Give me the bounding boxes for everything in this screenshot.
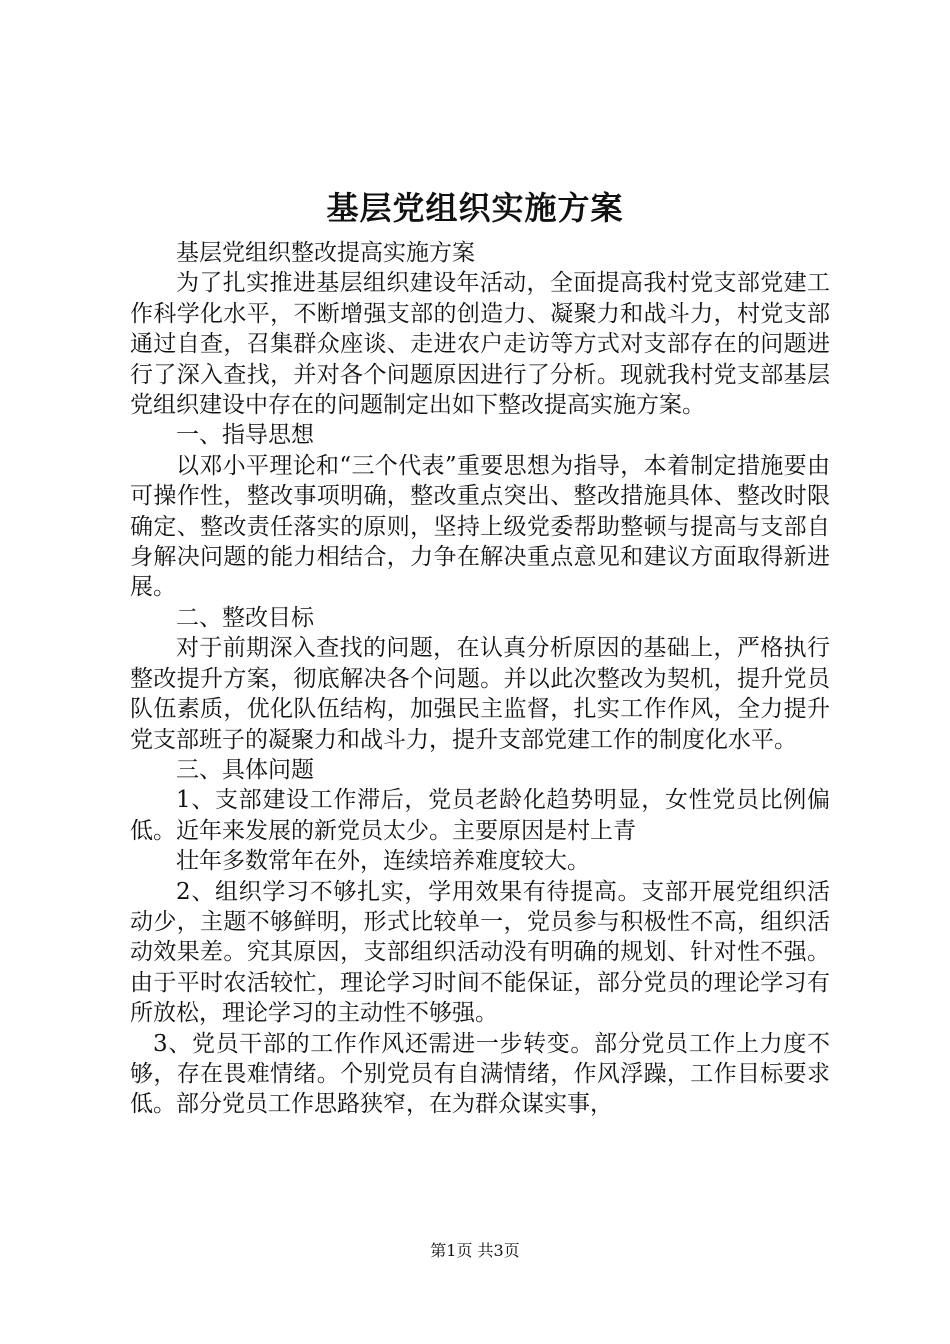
intro-paragraph: 为了扎实推进基层组织建设年活动，全面提高我村党支部党建工作科学化水平，不断增强支部的创造力、凝聚力和战斗力，村党支部通过自查，召集群众座谈、走进农户走访等方式对支部存在的问题进行了深入查找，并对各个问题原因进行了分析。现就我村党支部基层党组织建设中存在的问题制定出如下整改提高实施方案。 [130, 270, 830, 419]
section-heading-goals: 二、整改目标 [176, 604, 314, 631]
guiding-thought-paragraph: 以邓小平理论和“三个代表”重要思想为指导，本着制定措施要由可操作性，整改事项明确，整改重点突出、整改措施具体、整改时限确定、整改责任落实的原则，坚持上级党委帮助整顿与提高与支部自身解决问题的能力相结合，力争在解决重点意见和建议方面取得新进展。 [130, 452, 830, 601]
issue-1-paragraph: 1、支部建设工作滞后，党员老龄化趋势明显，女性党员比例偏低。近年来发展的新党员太少。主要原因是村上青 [130, 787, 830, 844]
issue-2-paragraph: 2、组织学习不够扎实，学用效果有待提高。支部开展党组织活动少，主题不够鲜明，形式比较单一，党员参与积极性不高，组织活动效果差。究其原因，支部组织活动没有明确的规划、针对性不强。由于平时农活较忙，理论学习时间不能保证，部分党员的理论学习有所放松，理论学习的主动性不够强。 [130, 878, 830, 1027]
section-heading-guiding-thought: 一、指导思想 [176, 422, 314, 449]
issue-1-continuation: 壮年多数常年在外，连续培养难度较大。 [176, 848, 590, 875]
document-body [130, 238, 830, 1120]
goals-paragraph: 对于前期深入查找的问题，在认真分析原因的基础上，严格执行整改提升方案，彻底解决各个问题。并以此次整改为契机，提升党员队伍素质，优化队伍结构，加强民主监督，扎实工作作风，全力提升党支部班子的凝聚力和战斗力，提升支部党建工作的制度化水平。 [130, 635, 830, 753]
page-number-footer: 第1页 共3页 [430, 1241, 520, 1260]
document-title: 基层党组织实施方案 [326, 189, 624, 227]
issue-3-paragraph: 3、党员干部的工作作风还需进一步转变。部分党员工作上力度不够，存在畏难情绪。个别党员有自满情绪，作风浮躁，工作目标要求低。部分党员工作思路狭窄，在为群众谋实事， [130, 1030, 830, 1118]
section-heading-issues: 三、具体问题 [176, 756, 314, 783]
subtitle-paragraph: 基层党组织整改提高实施方案 [176, 240, 475, 266]
